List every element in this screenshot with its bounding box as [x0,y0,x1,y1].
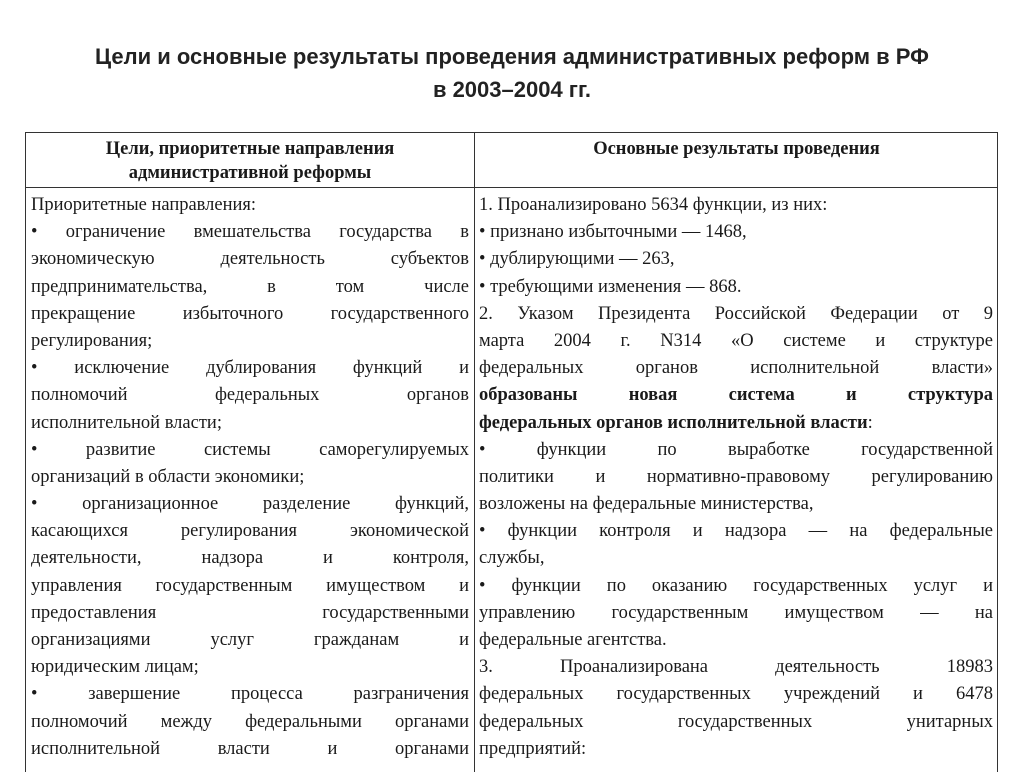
goals-line: полномочий федеральных органов [31,385,469,406]
results-line: 1. Проанализировано 5634 функции, из них: [479,195,828,215]
goals-line: предпринимательства, в том числе [31,276,469,297]
goals-line: касающихся регулирования экономической [31,521,469,542]
goals-line: • исключение дублирования функций и [31,358,469,379]
goals-line: полномочий между федеральными органами [31,711,469,732]
header-goals [26,137,474,185]
results-line: федеральные агентства. [479,630,667,650]
goals-column [31,192,469,763]
goals-line: • завершение процесса разграничения [31,684,469,705]
title-line-1: Цели и основные результаты проведения административных реформ в РФ [95,44,929,69]
results-line: возложены на федеральные министерства, [479,494,814,515]
results-line: • функции по оказанию государственных услуг и [479,575,993,596]
goals-line: организаций в области экономики; [31,466,305,487]
results-line: службы, [479,548,545,569]
results-line: политики и нормативно-правовому регулированию [479,466,993,487]
goals-line: прекращение избыточного государственного [31,303,469,324]
goals-line: предоставления государственными [31,602,469,623]
title-line-2: в 2003–2004 гг. [432,77,592,102]
goals-line: экономическую деятельность субъектов [31,249,469,270]
results-line: • функции по выработке государственной [479,439,993,460]
header-goals-line-2: административной реформы [128,163,372,183]
goals-line: исполнительной власти и органами [31,738,469,759]
goals-line: • организационное разделение функций, [31,494,469,515]
results-colon: : [867,412,873,433]
results-column [479,192,993,763]
results-line: • функции контроля и надзора — на федеральные [479,521,993,542]
page-title [0,40,1024,106]
results-line: • дублирующими — 263, [479,249,675,270]
header-results-label: Основные результаты проведения [593,139,880,159]
reform-table [25,132,998,772]
results-line-bold: образованы новая система и структура [479,385,993,406]
results-line: марта 2004 г. N314 «О системе и структуре [479,330,993,351]
results-bold-fragment: федеральных органов исполнительной власти [479,412,868,433]
goals-line: исполнительной власти; [31,412,222,433]
results-line: федеральных органов исполнительной власти» [479,358,993,379]
goals-line: деятельности, надзора и контроля, [31,548,469,569]
results-line: 3. Проанализирована деятельность 18983 [479,657,993,678]
goals-line: • ограничение вмешательства государства в [31,222,469,243]
goals-line: управления государственным имуществом и [31,575,469,596]
header-results [475,137,998,161]
goals-line: Приоритетные направления: [31,195,257,215]
results-line: федеральных государственных учреждений и 6478 [479,684,993,705]
goals-line: юридическим лицам; [31,657,199,678]
results-line: • признано избыточными — 1468, [479,222,747,243]
column-divider [474,133,475,772]
results-line: • требующими изменения — 868. [479,276,742,297]
goals-line: организациями услуг гражданам и [31,630,469,650]
results-line [479,410,993,437]
results-line: управлению государственным имуществом — на [479,602,993,623]
header-divider [26,187,997,188]
header-goals-line-1: Цели, приоритетные направления [105,139,395,159]
goals-line: регулирования; [31,330,153,351]
results-line: предприятий: [479,738,587,759]
results-line: федеральных государственных унитарных [479,711,993,732]
goals-line: • развитие системы саморегулируемых [31,439,469,460]
results-line: 2. Указом Президента Российской Федерации от 9 [479,303,993,324]
